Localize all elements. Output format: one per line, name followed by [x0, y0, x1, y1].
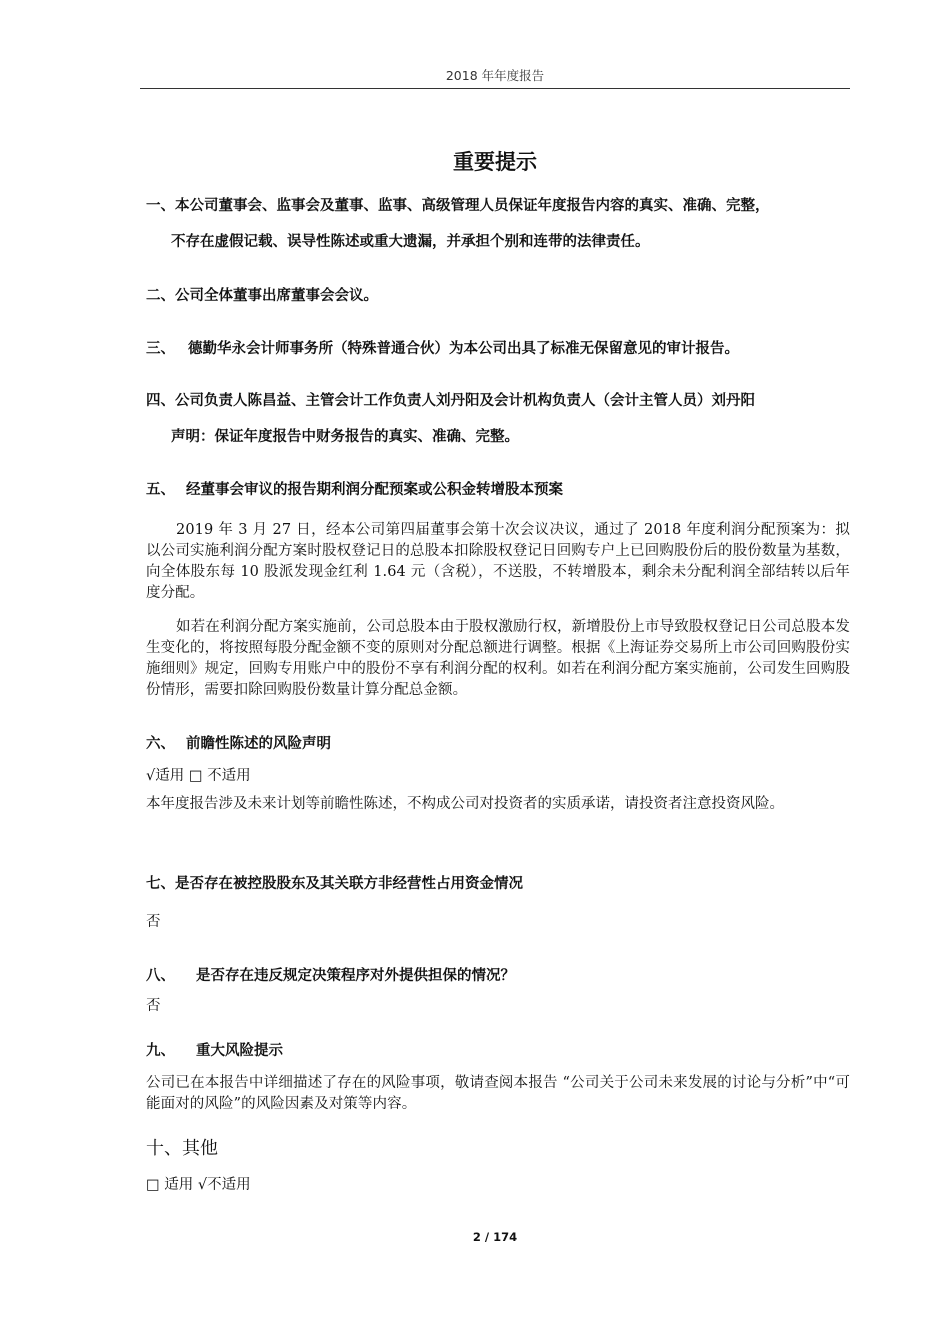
section-8-answer: 否: [146, 998, 161, 1014]
section-3-text: 德勤华永会计师事务所（特殊普通合伙）为本公司出具了标准无保留意见的审计报告。: [188, 341, 739, 357]
running-header: 2018 年年度报告: [445, 68, 545, 83]
section-5-paragraph-1: 2019 年 3 月 27 日，经本公司第四届董事会第十次会议决议，通过了 2018 年度利润分配预案为：拟以公司实施利润分配方案时股权登记日的总股本扣除股权登记日回购专户上已回购股份后的股份数量为基数，向全体股东每 10 股派发现金红利 1.64 元（含税），不送股，不转增股本，剩余未分配利润全部结转以后年度分配。: [146, 522, 850, 601]
section-4-line2: 声明：保证年度报告中财务报告的真实、准确、完整。: [171, 429, 519, 445]
section-1-number: 一、: [146, 198, 175, 214]
section-6-heading: [146, 734, 850, 754]
section-7-answer: 否: [146, 914, 161, 930]
section-4-number: 四、: [146, 393, 175, 409]
section-2: [146, 286, 850, 306]
header-divider: [140, 88, 850, 89]
section-3: [146, 339, 850, 359]
section-9-text: 重大风险提示: [196, 1043, 283, 1059]
section-10-number: 十、: [146, 1138, 182, 1159]
section-6-option: √适用 □ 不适用: [146, 768, 251, 784]
section-1-line1: 本公司董事会、监事会及董事、监事、高级管理人员保证年度报告内容的真实、准确、完整，: [175, 198, 770, 214]
section-8-heading: [146, 966, 850, 986]
section-10-heading: [146, 1137, 850, 1161]
section-6-paragraph: 本年度报告涉及未来计划等前瞻性陈述，不构成公司对投资者的实质承诺，请投资者注意投资风险。: [146, 796, 784, 812]
section-9-paragraph: 公司已在本报告中详细描述了存在的风险事项，敬请查阅本报告 “公司关于公司未来发展的讨论与分析”中“可能面对的风险”的风险因素及对策等内容。: [146, 1075, 850, 1112]
section-1: [146, 188, 850, 260]
page-title: 重要提示: [453, 150, 537, 174]
section-9-heading: [146, 1041, 850, 1061]
section-7-number: 七、: [146, 876, 175, 892]
section-7-heading: [146, 874, 850, 894]
section-8-text: 是否存在违反规定决策程序对外提供担保的情况？: [196, 968, 515, 984]
section-4-line1: 公司负责人陈昌益、主管会计工作负责人刘丹阳及会计机构负责人（会计主管人员）刘丹阳: [175, 393, 755, 409]
section-5-number: 五、: [146, 482, 175, 498]
section-5-heading: [146, 480, 850, 500]
section-6-text: 前瞻性陈述的风险声明: [186, 736, 331, 752]
section-1-line2: 不存在虚假记载、误导性陈述或重大遗漏，并承担个别和连带的法律责任。: [171, 234, 650, 250]
section-10-option: □ 适用 √不适用: [146, 1177, 251, 1193]
section-5-text: 经董事会审议的报告期利润分配预案或公积金转增股本预案: [186, 482, 563, 498]
section-4: [146, 383, 850, 455]
section-6-number: 六、: [146, 736, 175, 752]
page-number: 2 / 174: [472, 1230, 518, 1244]
section-2-text: 公司全体董事出席董事会会议。: [175, 288, 378, 304]
section-3-number: 三、: [146, 341, 175, 357]
section-7-text: 是否存在被控股股东及其关联方非经营性占用资金情况: [175, 876, 523, 892]
section-5-paragraph-2: 如若在利润分配方案实施前，公司总股本由于股权激励行权，新增股份上市导致股权登记日公司总股本发生变化的，将按照每股分配金额不变的原则对分配总额进行调整。根据《上海证券交易所上市公司回购股份实施细则》规定，回购专用账户中的股份不享有利润分配的权利。如若在利润分配方案实施前，公司发生回购股份情形，需要扣除回购股份数量计算分配总金额。: [146, 619, 850, 698]
section-8-number: 八、: [146, 968, 175, 984]
section-10-text: 其他: [182, 1138, 218, 1159]
section-2-number: 二、: [146, 288, 175, 304]
section-9-number: 九、: [146, 1043, 175, 1059]
